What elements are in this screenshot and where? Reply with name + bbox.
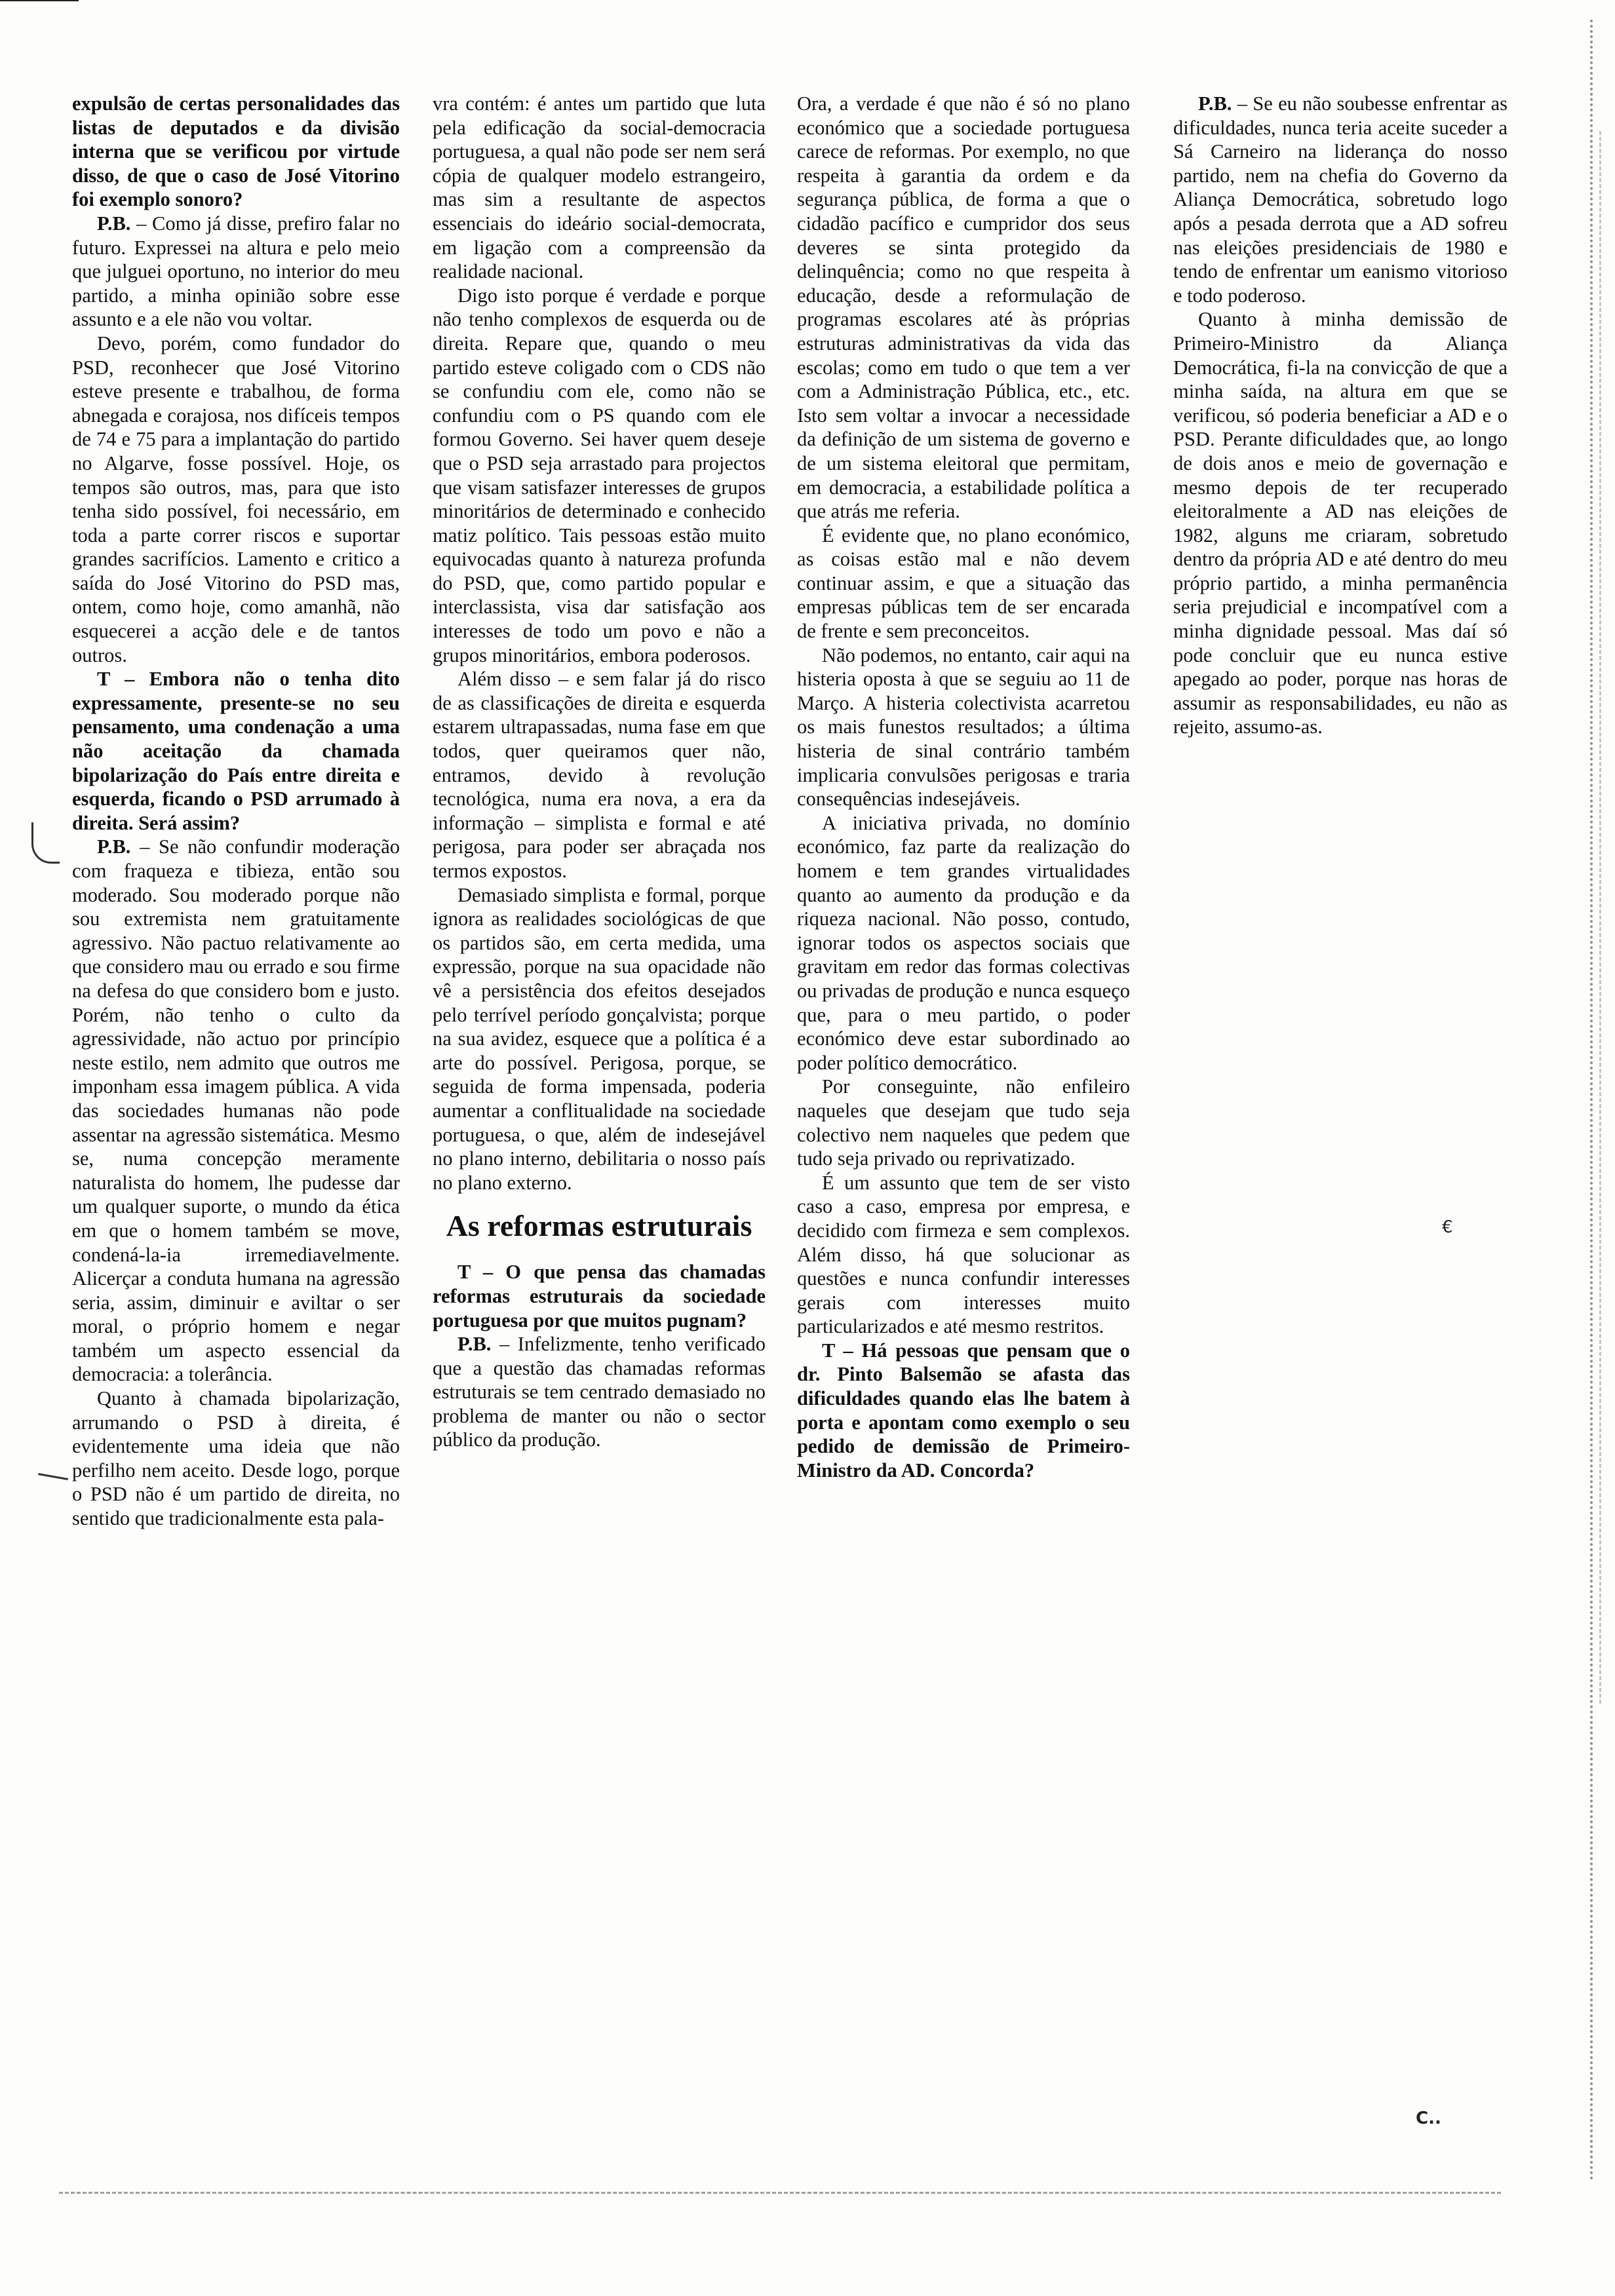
column-3 <box>797 92 1130 1482</box>
col2-paragraph-2: Digo isto porque é verdade e porque não tenho complexos de esquerda ou de direita. Repare que, quando o meu partido esteve coligado com o CDS não se confundiu com ele, como não se confundiu com o PS quando com ele formou Governo. Sei haver quem deseje que o PSD seja arrastado para projectos que visam satisfazer interesses de grupos minoritários de determinado e conhecido matiz político. Tais pessoas estão muito equivocadas quanto à natureza profunda do PSD, que, como partido popular e interclassista, visa dar satisfação aos interesses de todo um povo e não a grupos minoritários, embora poderosos. <box>433 284 766 666</box>
col3-paragraph-2: É evidente que, no plano económico, as coisas estão mal e não devem continuar assim, e que a situação das empresas públicas tem de ser encarada de frente e sem preconceitos. <box>797 524 1130 643</box>
stray-mark: € <box>1442 1217 1453 1237</box>
col3-paragraph-1: Ora, a verdade é que não é só no plano económico que a sociedade portuguesa carece de reformas. Por exemplo, no que respeita à garantia da ordem e da segurança pública, de forma a que o cidadão pacífico e cumpridor dos seus deveres se sinta protegido da delinquência; como no que respeita à educação, desde a reformulação de programas escolares até às próprias estruturas administrativas da vida das escolas; como em tudo o que tem a ver com a Administração Pública, etc., etc. Isto sem voltar a invocar a necessidade da definição de um sistema de governo e de um sistema eleitoral que permitam, em democracia, a estabilidade política a que atrás me referia. <box>797 92 1130 523</box>
top-edge-rule <box>0 0 79 1</box>
col4-answer-1: P.B. – Se eu não soubesse enfrentar as dificuldades, nunca teria aceite suceder a Sá Carneiro na liderança do nosso partido, nem na chefia do Governo da Aliança Democrática, sobretudo logo após a pesada derrota que a AD sofreu nas eleições presidenciais de 1980 e tendo de enfrentar um eanismo vitorioso e todo poderoso. <box>1173 92 1508 307</box>
col2-answer: P.B. – Infelizmente, tenho verificado que a questão das chamadas reformas estruturais se tem centrado demasiado no problema de manter ou não o sector público da produção. <box>433 1333 766 1451</box>
corner-scribble: C.. <box>1416 2109 1441 2128</box>
column-1 <box>72 92 400 1531</box>
bottom-scan-noise <box>59 2192 1501 2194</box>
col1-question: T – Embora não o tenha dito expressamente, presente-se no seu pensamento, uma condenação a uma não aceitação da chamada bipolarização do País entre direita e esquerda, ficando o PSD arrumado à direita. Será assim? <box>72 668 400 834</box>
col2-paragraph-4: Demasiado simplista e formal, porque ignora as realidades sociológicas de que os partidos são, em certa medida, uma expressão, porque na sua opacidade não vê a persistência dos efeitos desejados pelo terrível período gonçalvista; porque na sua avidez, esquece que a política é a arte do possível. Perigosa, porque, se seguida de forma impensada, poderia aumentar a conflitualidade na sociedade portuguesa, o que, além de indesejável no plano interno, debilitaria o nosso país no plano externo. <box>433 883 766 1194</box>
col1-answer-3: P.B. – Se não confundir moderação com fraqueza e tibieza, então sou moderado. Sou moderado porque não sou extremista nem gratuitamente agressivo. Não pactuo relativamente ao que considero mau ou errado e sou firme na defesa do que considero bom e justo. Porém, não tenho o culto da agressividade, não actuo por princípio neste estilo, nem admito que outros me imponham essa imagem pública. A vida das sociedades humanas não pode assentar na agressão sistemática. Mesmo se, numa concepção meramente naturalista do homem, lhe pudesse dar um qualquer suporte, o mundo da ética em que o homem também se move, condená-la-ia irremediavelmente. Alicerçar a conduta humana na agressão seria, assim, diminuir e aviltar o ser moral, o próprio homem e negar também um aspecto essencial da democracia: a tolerância. <box>72 835 400 1386</box>
section-heading: As reformas estruturais <box>446 1209 752 1243</box>
pencil-margin-bracket <box>31 822 60 864</box>
col2-paragraph-1: vra contém: é antes um partido que luta pela edificação da social-democracia portuguesa, a qual não pode ser nem será cópia de qualquer modelo estrangeiro, mas sim a resultante de aspectos essenciais do ideário social-democrata, em ligação com a compreensão da realidade nacional. <box>433 92 766 283</box>
col3-question: T – Há pessoas que pensam que o dr. Pinto Balsemão se afasta das dificuldades quando elas lhe batem à porta e apontam como exemplo o seu pedido de demissão de Primeiro-Ministro da AD. Concorda? <box>797 1339 1130 1482</box>
col3-paragraph-4: A iniciativa privada, no domínio económico, faz parte da realização do homem e tem grandes virtualidades quanto ao aumento da produção e da riqueza nacional. Não posso, contudo, ignorar todos os aspectos sociais que gravitam em redor das formas colectivas ou privadas de produção e nunca esqueço que, para o meu partido, o poder económico deve estar subordinado ao poder político democrático. <box>797 811 1130 1074</box>
pencil-margin-dash <box>38 1473 68 1480</box>
col2-paragraph-3: Além disso – e sem falar já do risco de as classificações de direita e esquerda estarem ultrapassadas, numa fase em que todos, quer queiramos quer não, entramos, devido à revolução tecnológica, numa era nova, a era da informação – simplista e formal e até perigosa, para poder ser abraçada nos termos expostos. <box>433 668 766 882</box>
col3-paragraph-5: Por conseguinte, não enfileiro naqueles que desejam que tudo seja colectivo nem naqueles que pedem que tudo seja privado ou reprivatizado. <box>797 1075 1130 1170</box>
right-edge-scan-noise-2 <box>1599 131 1601 1704</box>
col3-paragraph-6: É um assunto que tem de ser visto caso a caso, empresa por empresa, e decidido com firmeza e sem complexos. Além disso, há que solucionar as questões e nunca confundir interesses gerais com interesses muito particularizados e até mesmo restritos. <box>797 1171 1130 1338</box>
col1-paragraph-question-end: expulsão de certas personalidades das listas de deputados e da divisão interna que se verificou por virtude disso, de que o caso de José Vitorino foi exemplo sonoro? <box>72 92 400 211</box>
col4-answer-2: Quanto à minha demissão de Primeiro-Ministro da Aliança Democrática, fi-la na convicção de que a minha saída, na altura em que se verificou, só poderia beneficiar a AD e o PSD. Perante dificuldades que, ao longo de dois anos e meio de governação e mesmo depois de ter recuperado eleitoralmente a AD nas eleições de 1982, alguns me criaram, sobretudo dentro da própria AD e até dentro do meu próprio partido, a minha permanência seria prejudicial e incompatível com a minha dignidade pessoal. Mas daí só pode concluir que eu nunca estive apegado ao poder, porque nas horas de assumir as responsabilidades, eu não as rejeito, assumo-as. <box>1173 308 1508 738</box>
column-2 <box>433 92 766 1452</box>
col1-answer-1: P.B. – Como já disse, prefiro falar no futuro. Expressei na altura e pelo meio que julguei oportuno, no interior do meu partido, a minha opinião sobre esse assunto e a ele não vou voltar. <box>72 212 400 331</box>
col1-answer-2: Devo, porém, como fundador do PSD, reconhecer que José Vitorino esteve presente e trabalhou, de forma abnegada e corajosa, nos difíceis tempos de 74 e 75 para a implantação do partido no Algarve, fosse possível. Hoje, os tempos são outros, mas, para que isto tenha sido possível, foi necessário, em toda a parte correr riscos e suportar grandes sacrifícios. Lamento e critico a saída do José Vitorino do PSD mas, ontem, como hoje, como amanhã, não esquecerei a acção dele e de tantos outros. <box>72 332 400 666</box>
column-4 <box>1173 92 1508 739</box>
col3-paragraph-3: Não podemos, no entanto, cair aqui na histeria oposta à que se seguiu ao 11 de Março. A histeria colectivista acarretou os mais funestos resultados; a última histeria de sinal contrário também implicaria convulsões perigosas e traria consequências indesejáveis. <box>797 643 1130 811</box>
col1-answer-4: Quanto à chamada bipolarização, arrumando o PSD à direita, é evidentemente uma ideia que não perfilho nem aceito. Desde logo, porque o PSD não é um partido de direita, no sentido que tradicionalmente esta pala- <box>72 1387 400 1530</box>
right-edge-scan-noise <box>1590 20 1593 2182</box>
col2-question: T – O que pensa das chamadas reformas estruturais da sociedade portuguesa por que muitos pugnam? <box>433 1261 766 1331</box>
